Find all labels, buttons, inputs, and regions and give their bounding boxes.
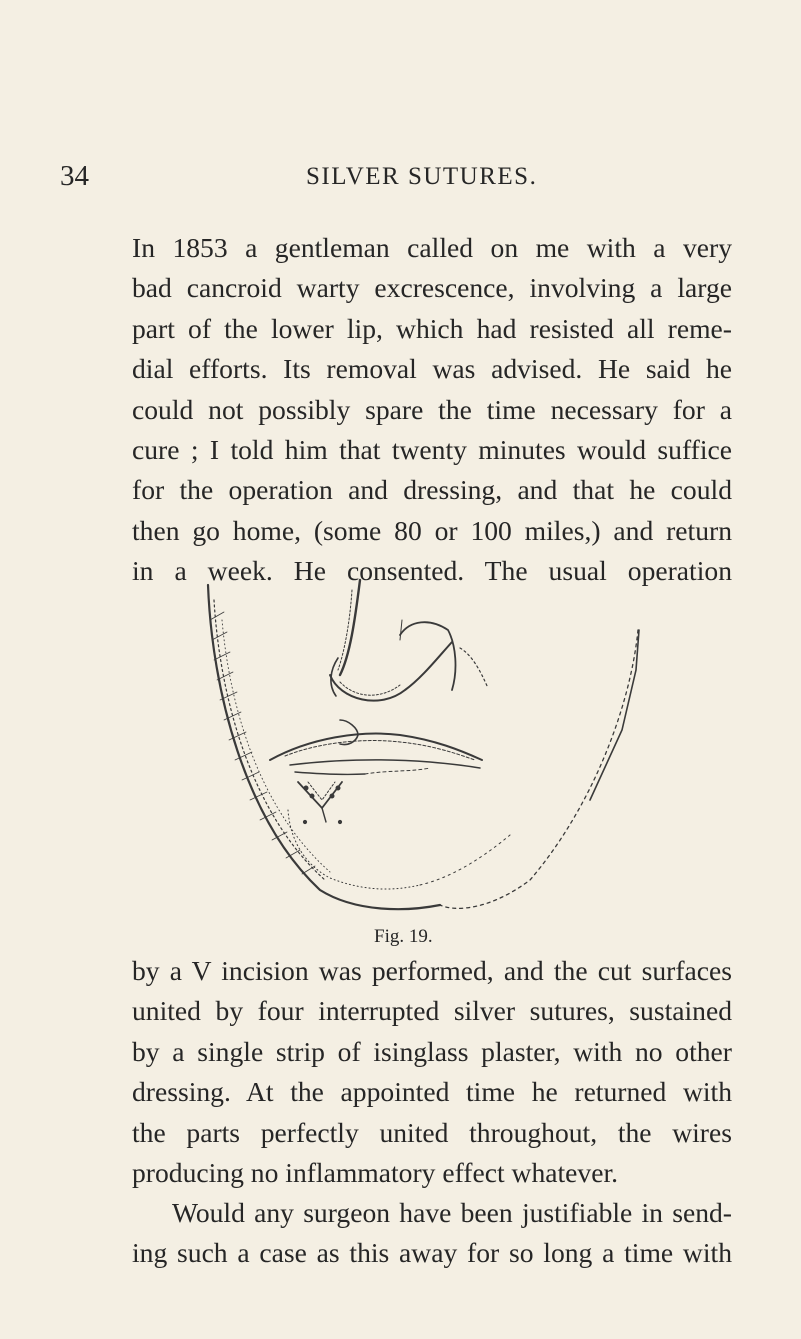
text-line: dressing. At the appointed time he returned with <box>132 1076 732 1108</box>
text-line: Would any surgeon have been justifiable in send- <box>172 1197 732 1228</box>
text-line: then go home, (some 80 or 100 miles,) and return <box>132 514 732 546</box>
running-head: SILVER SUTURES. <box>306 163 538 190</box>
lip-incision-illustration <box>190 560 650 920</box>
text-line: for the operation and dressing, and that he could <box>132 474 732 506</box>
text-line: by a V incision was performed, and the cut surfaces <box>132 955 732 986</box>
text-line: In 1853 a gentleman called on me with a very <box>132 232 732 263</box>
text-line: producing no inflammatory effect whatever. <box>132 1157 619 1188</box>
text-line: ing such a case as this away for so long a time with <box>132 1237 732 1269</box>
text-line: dial efforts. Its removal was advised. He said he <box>132 353 732 385</box>
text-line: could not possibly spare the time necessary for a <box>132 393 732 425</box>
text-line: bad cancroid warty excrescence, involving a large <box>132 272 732 304</box>
page-number: 34 <box>60 160 89 192</box>
text-line: in a week. He consented. The usual operation <box>132 555 732 587</box>
text-line: part of the lower lip, which had resisted all reme- <box>132 312 732 344</box>
text-line: cure ; I told him that twenty minutes would suffice <box>132 434 732 465</box>
figure-caption: Fig. 19. <box>374 926 433 947</box>
text-line: united by four interrupted silver sutures, sustained <box>132 995 732 1027</box>
text-line: by a single strip of isinglass plaster, with no other <box>132 1035 732 1067</box>
page-header <box>60 160 720 200</box>
text-line: the parts perfectly united throughout, the wires <box>132 1116 732 1148</box>
